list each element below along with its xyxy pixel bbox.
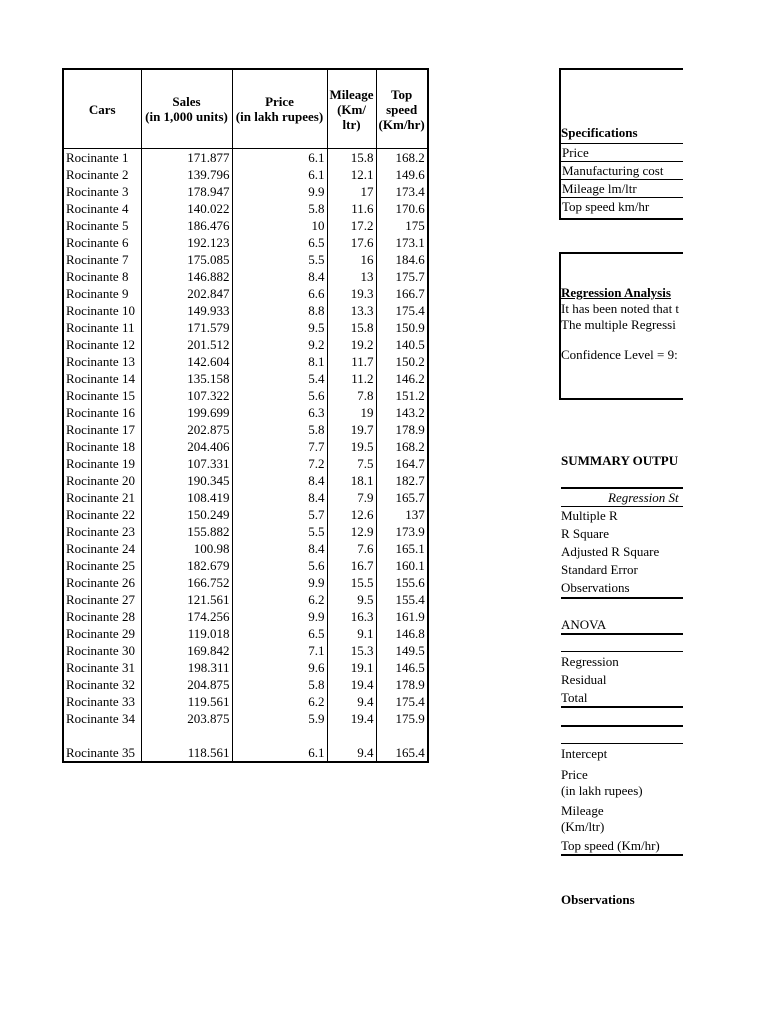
divider [561,854,683,856]
divider [561,706,683,708]
cell-sales: 204.406 [141,438,232,455]
cell-price: 9.2 [232,336,327,353]
cell-top-speed: 173.9 [376,523,428,540]
cell-price: 6.3 [232,404,327,421]
spec-item-top-speed: Top speed km/hr [561,197,683,215]
header-price: Price (in lakh rupees) [232,69,327,149]
cell-price: 8.1 [232,353,327,370]
table-row [63,540,428,557]
table-row [63,166,428,183]
cell-top-speed: 151.2 [376,387,428,404]
cell-price: 6.1 [232,727,327,762]
spec-item-manufacturing-cost: Manufacturing cost [561,161,683,179]
header-cars: Cars [63,69,141,149]
cell-top-speed: 137 [376,506,428,523]
cell-mileage: 17.2 [327,217,376,234]
cell-price: 5.8 [232,200,327,217]
cell-top-speed: 175.4 [376,693,428,710]
cell-price: 5.8 [232,421,327,438]
table-row [63,302,428,319]
cell-sales: 199.699 [141,404,232,421]
coef-top-speed: Top speed (Km/hr) [561,838,660,853]
cell-car-name: Rocinante 6 [63,234,141,251]
cell-sales: 174.256 [141,608,232,625]
cell-car-name: Rocinante 27 [63,591,141,608]
cell-top-speed: 184.6 [376,251,428,268]
cell-sales: 175.085 [141,251,232,268]
cell-car-name: Rocinante 1 [63,149,141,167]
cell-sales: 182.679 [141,557,232,574]
cell-car-name: Rocinante 25 [63,557,141,574]
cell-mileage: 19.2 [327,336,376,353]
table-row [63,353,428,370]
cell-sales: 192.123 [141,234,232,251]
cell-car-name: Rocinante 24 [63,540,141,557]
coef-mileage: Mileage [561,803,604,818]
cell-price: 6.2 [232,693,327,710]
table-row [63,659,428,676]
cell-top-speed: 165.7 [376,489,428,506]
cell-price: 8.4 [232,489,327,506]
stat-adjusted-r-square: Adjusted R Square [561,544,660,559]
cell-price: 5.7 [232,506,327,523]
cell-car-name: Rocinante 32 [63,676,141,693]
cell-mileage: 7.9 [327,489,376,506]
cell-sales: 203.875 [141,710,232,727]
cell-car-name: Rocinante 29 [63,625,141,642]
cell-top-speed: 168.2 [376,149,428,167]
cell-top-speed: 168.2 [376,438,428,455]
cell-top-speed: 178.9 [376,676,428,693]
cell-car-name: Rocinante 7 [63,251,141,268]
cell-top-speed: 173.4 [376,183,428,200]
cell-car-name: Rocinante 35 [63,727,141,762]
table-row [63,710,428,727]
cell-sales: 166.752 [141,574,232,591]
cell-top-speed: 140.5 [376,336,428,353]
cell-car-name: Rocinante 8 [63,268,141,285]
cell-top-speed: 165.4 [376,727,428,762]
cell-car-name: Rocinante 3 [63,183,141,200]
cell-price: 5.6 [232,557,327,574]
car-data-table [62,68,429,763]
cell-car-name: Rocinante 5 [63,217,141,234]
cell-price: 9.9 [232,574,327,591]
header-top-speed: Top speed (Km/hr) [376,69,428,149]
divider [561,651,683,652]
cell-sales: 178.947 [141,183,232,200]
table-row [63,234,428,251]
cell-price: 5.9 [232,710,327,727]
table-row [63,455,428,472]
table-row [63,523,428,540]
cell-price: 8.8 [232,302,327,319]
stat-standard-error: Standard Error [561,562,638,577]
coef-mileage-unit: (Km/ltr) [561,819,605,834]
cell-top-speed: 155.4 [376,591,428,608]
cell-top-speed: 146.2 [376,370,428,387]
cell-mileage: 12.6 [327,506,376,523]
table-row [63,608,428,625]
table-row [63,285,428,302]
cell-top-speed: 173.1 [376,234,428,251]
cell-top-speed: 150.2 [376,353,428,370]
cell-price: 6.5 [232,625,327,642]
cell-mileage: 9.1 [327,625,376,642]
table-row [63,489,428,506]
cell-car-name: Rocinante 21 [63,489,141,506]
anova-regression: Regression [561,654,619,669]
spec-item-mileage: Mileage lm/ltr [561,179,683,197]
table-row [63,421,428,438]
anova-title: ANOVA [561,617,607,632]
cell-sales: 190.345 [141,472,232,489]
cell-top-speed: 160.1 [376,557,428,574]
cell-sales: 140.022 [141,200,232,217]
coef-price-unit: (in lakh rupees) [561,783,643,798]
cell-top-speed: 146.8 [376,625,428,642]
cell-top-speed: 150.9 [376,319,428,336]
cell-top-speed: 155.6 [376,574,428,591]
cell-mileage: 16.3 [327,608,376,625]
cell-sales: 135.158 [141,370,232,387]
cell-top-speed: 143.2 [376,404,428,421]
cell-mileage: 18.1 [327,472,376,489]
cell-mileage: 13.3 [327,302,376,319]
cell-top-speed: 175.4 [376,302,428,319]
cell-sales: 204.875 [141,676,232,693]
cell-price: 6.6 [232,285,327,302]
cell-car-name: Rocinante 17 [63,421,141,438]
cell-car-name: Rocinante 11 [63,319,141,336]
table-row [63,438,428,455]
divider [561,725,683,727]
cell-sales: 202.875 [141,421,232,438]
table-row [63,557,428,574]
cell-sales: 107.331 [141,455,232,472]
anova-total: Total [561,690,588,705]
spec-item-price: Price [561,143,683,161]
table-row [63,404,428,421]
cell-mileage: 13 [327,268,376,285]
cell-top-speed: 166.7 [376,285,428,302]
cell-mileage: 17 [327,183,376,200]
cell-mileage: 9.4 [327,727,376,762]
cell-top-speed: 164.7 [376,455,428,472]
table-row [63,574,428,591]
cell-car-name: Rocinante 15 [63,387,141,404]
cell-mileage: 11.7 [327,353,376,370]
cell-sales: 119.561 [141,693,232,710]
cell-mileage: 19 [327,404,376,421]
divider [561,633,683,635]
divider [561,743,683,744]
cell-mileage: 7.8 [327,387,376,404]
cell-price: 9.6 [232,659,327,676]
cell-sales: 108.419 [141,489,232,506]
cell-mileage: 19.4 [327,676,376,693]
observations-title: Observations [561,892,635,907]
cell-car-name: Rocinante 12 [63,336,141,353]
cell-top-speed: 170.6 [376,200,428,217]
cell-car-name: Rocinante 23 [63,523,141,540]
cell-car-name: Rocinante 34 [63,710,141,727]
cell-sales: 198.311 [141,659,232,676]
cell-price: 5.6 [232,387,327,404]
cell-price: 9.9 [232,183,327,200]
cell-sales: 146.882 [141,268,232,285]
table-row [63,183,428,200]
divider [561,597,683,599]
cell-price: 5.4 [232,370,327,387]
cell-mileage: 19.5 [327,438,376,455]
cell-sales: 155.882 [141,523,232,540]
cell-price: 7.2 [232,455,327,472]
cell-mileage: 19.7 [327,421,376,438]
cell-mileage: 12.1 [327,166,376,183]
coef-price: Price [561,767,588,782]
cell-mileage: 7.5 [327,455,376,472]
table-row [63,472,428,489]
cell-mileage: 9.5 [327,591,376,608]
cell-car-name: Rocinante 10 [63,302,141,319]
cell-car-name: Rocinante 14 [63,370,141,387]
right-panel [555,0,683,1024]
cell-mileage: 19.3 [327,285,376,302]
cell-price: 9.5 [232,319,327,336]
cell-mileage: 12.9 [327,523,376,540]
confidence-level-text: Confidence Level = 9: [561,347,678,362]
cell-sales: 201.512 [141,336,232,353]
cell-price: 9.9 [232,608,327,625]
table-row [63,591,428,608]
cell-price: 6.5 [232,234,327,251]
table-row [63,336,428,353]
cell-sales: 169.842 [141,642,232,659]
cell-top-speed: 161.9 [376,608,428,625]
cell-price: 10 [232,217,327,234]
cell-sales: 121.561 [141,591,232,608]
cell-top-speed: 178.9 [376,421,428,438]
cell-price: 8.4 [232,540,327,557]
cell-mileage: 15.8 [327,319,376,336]
cell-car-name: Rocinante 19 [63,455,141,472]
table-row [63,319,428,336]
regression-text-line-1: It has been noted that t [561,301,680,316]
cell-sales: 139.796 [141,166,232,183]
coef-intercept: Intercept [561,746,608,761]
cell-sales: 119.018 [141,625,232,642]
cell-sales: 186.476 [141,217,232,234]
cell-top-speed: 182.7 [376,472,428,489]
table-row [63,200,428,217]
cell-price: 8.4 [232,268,327,285]
cell-mileage: 16 [327,251,376,268]
cell-mileage: 9.4 [327,693,376,710]
cell-car-name: Rocinante 16 [63,404,141,421]
cell-car-name: Rocinante 33 [63,693,141,710]
regression-title: Regression Analysis [561,285,671,300]
table-header-row [63,69,428,149]
table-row [63,625,428,642]
cell-price: 6.2 [232,591,327,608]
cell-price: 5.5 [232,523,327,540]
stat-r-square: R Square [561,526,610,541]
cell-mileage: 15.5 [327,574,376,591]
cell-car-name: Rocinante 9 [63,285,141,302]
table-row [63,217,428,234]
cell-car-name: Rocinante 31 [63,659,141,676]
cell-top-speed: 175.9 [376,710,428,727]
cell-car-name: Rocinante 2 [63,166,141,183]
cell-sales: 149.933 [141,302,232,319]
table-row [63,642,428,659]
header-sales: Sales (in 1,000 units) [141,69,232,149]
regression-text-line-2: The multiple Regressi [561,317,676,332]
cell-price: 5.5 [232,251,327,268]
cell-car-name: Rocinante 4 [63,200,141,217]
table-row [63,693,428,710]
cell-sales: 142.604 [141,353,232,370]
cell-car-name: Rocinante 30 [63,642,141,659]
cell-mileage: 16.7 [327,557,376,574]
cell-top-speed: 149.5 [376,642,428,659]
cell-car-name: Rocinante 22 [63,506,141,523]
cell-price: 7.1 [232,642,327,659]
cell-top-speed: 149.6 [376,166,428,183]
anova-residual: Residual [561,672,607,687]
table-row [63,149,428,167]
cell-top-speed: 175 [376,217,428,234]
table-row [63,370,428,387]
table-row [63,387,428,404]
table-row [63,506,428,523]
table-row [63,251,428,268]
cell-top-speed: 165.1 [376,540,428,557]
cell-mileage: 7.6 [327,540,376,557]
cell-sales: 150.249 [141,506,232,523]
cell-price: 6.1 [232,149,327,167]
cell-mileage: 19.4 [327,710,376,727]
cell-price: 6.1 [232,166,327,183]
cell-car-name: Rocinante 13 [63,353,141,370]
cell-car-name: Rocinante 20 [63,472,141,489]
cell-sales: 171.877 [141,149,232,167]
cell-top-speed: 146.5 [376,659,428,676]
table-row [63,727,428,762]
cell-sales: 202.847 [141,285,232,302]
cell-mileage: 15.3 [327,642,376,659]
cell-sales: 171.579 [141,319,232,336]
cell-car-name: Rocinante 28 [63,608,141,625]
cell-top-speed: 175.7 [376,268,428,285]
cell-sales: 118.561 [141,727,232,762]
cell-mileage: 15.8 [327,149,376,167]
cell-price: 7.7 [232,438,327,455]
cell-sales: 107.322 [141,387,232,404]
cell-car-name: Rocinante 26 [63,574,141,591]
stat-observations: Observations [561,580,630,595]
regression-stats-header: Regression St [608,490,679,505]
table-row [63,676,428,693]
cell-price: 5.8 [232,676,327,693]
summary-output-title: SUMMARY OUTPU [561,453,679,468]
cell-mileage: 17.6 [327,234,376,251]
cell-mileage: 19.1 [327,659,376,676]
stat-multiple-r: Multiple R [561,508,618,523]
cell-price: 8.4 [232,472,327,489]
cell-mileage: 11.6 [327,200,376,217]
header-mileage: Mileage (Km/ ltr) [327,69,376,149]
cell-mileage: 11.2 [327,370,376,387]
cell-sales: 100.98 [141,540,232,557]
cell-car-name: Rocinante 18 [63,438,141,455]
table-row [63,268,428,285]
specifications-title: Specifications [561,125,638,140]
